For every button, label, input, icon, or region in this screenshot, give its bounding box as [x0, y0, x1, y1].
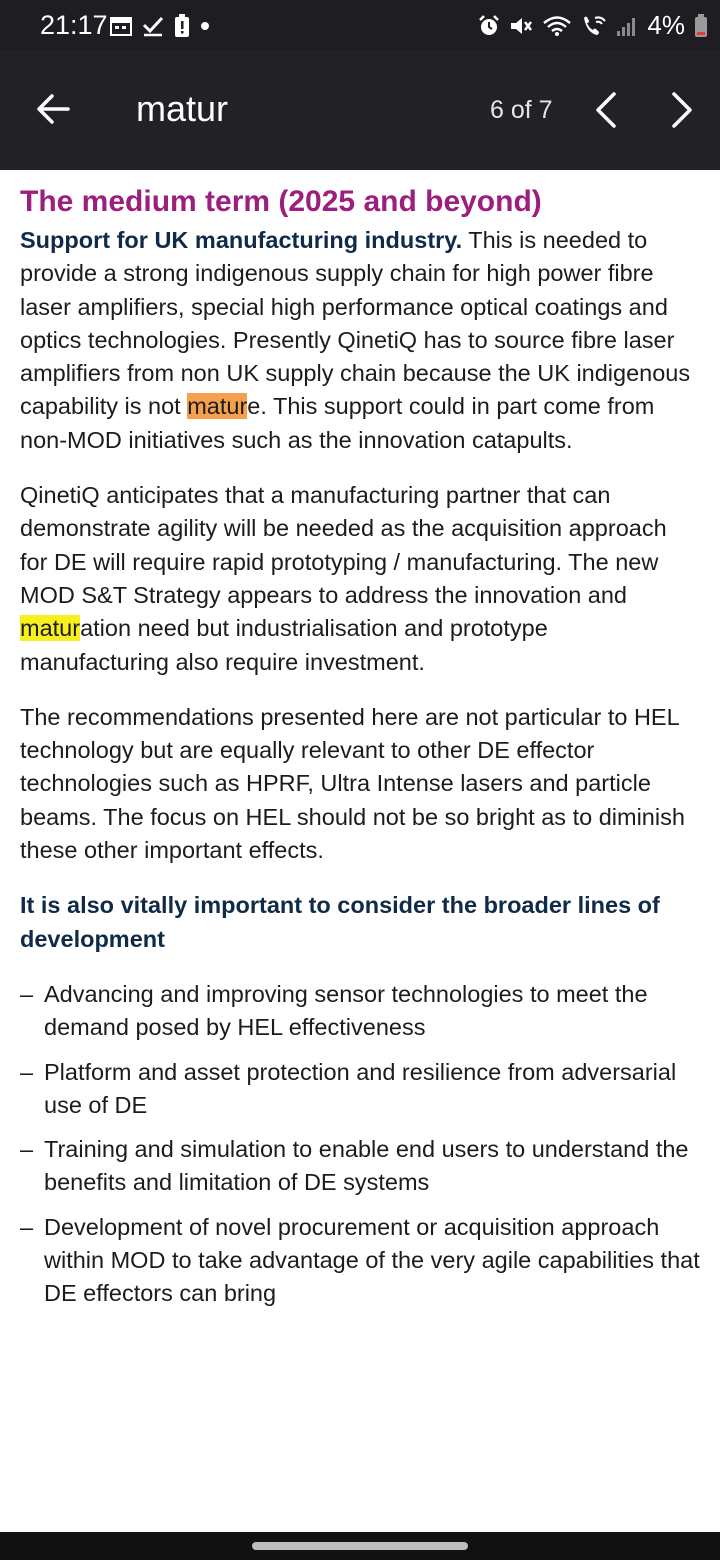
status-bar [0, 0, 720, 50]
chevron-right-icon[interactable] [664, 88, 700, 132]
search-match: matur [20, 615, 81, 642]
navigation-bar [0, 1532, 720, 1560]
section-heading: The medium term (2025 and beyond) [20, 185, 542, 218]
wifi-calling-icon [581, 14, 607, 38]
subheading: It is also vitally important to consider the broader lines of development [20, 892, 660, 952]
paragraph-1 [20, 224, 700, 457]
alarm-icon [478, 15, 500, 37]
list-item [20, 978, 700, 1045]
checkmark-icon [142, 15, 164, 37]
paragraph-lead: Support for UK manufacturing industry. [20, 227, 463, 253]
list-item-text: Advancing and improving sensor technologies to meet the demand posed by HEL effectiveness [44, 980, 648, 1041]
document-content [20, 180, 700, 1322]
list-item [20, 1133, 700, 1200]
paragraph-text: ation need but industrialisation and prototype manufacturing also require investment. [20, 615, 548, 675]
mute-icon [509, 15, 533, 37]
match-count: 6 of 7 [490, 96, 553, 124]
bullet-marker: – [20, 980, 34, 1007]
find-toolbar [0, 50, 720, 170]
signal-icon [616, 15, 638, 37]
list-item [20, 1056, 700, 1123]
chevron-left-icon[interactable] [588, 88, 624, 132]
list-item-text: Platform and asset protection and resilience from adversarial use of DE [44, 1058, 677, 1118]
list-item-text: Training and simulation to enable end users to understand the benefits and limitation of DE systems [44, 1136, 689, 1196]
list-item [20, 1211, 700, 1311]
paragraph-text: e. This support could in part come from non-MOD initiatives such as the innovation catapults. [20, 393, 655, 453]
bullet-marker: – [20, 1058, 34, 1085]
list-item-text: Development of novel procurement or acquisition approach within MOD to take advantage of the very agile capabilities that DE effectors can bring [44, 1213, 700, 1307]
alert-battery-icon [174, 14, 190, 38]
bullet-marker: – [20, 1213, 34, 1240]
bullet-marker: – [20, 1136, 34, 1163]
calendar-icon [110, 16, 132, 36]
search-input[interactable]: matur [136, 88, 229, 129]
status-time: 21:17 [40, 10, 108, 40]
wifi-icon [542, 15, 572, 37]
current-search-match: matur [187, 393, 248, 420]
battery-icon [694, 14, 708, 38]
paragraph-text: QinetiQ anticipates that a manufacturing partner that can demonstrate agility will be needed as the acquisition approach for DE will require rapid prototyping / manufacturing. The new MOD S&T Strategy appears to address the innovation and [20, 482, 667, 608]
paragraph-text: This is needed to provide a strong indigenous supply chain for high power fibre laser amplifiers, special high performance optical coatings and optics technologies. Presently QinetiQ has to source fibre laser amplifiers from non UK supply chain because the UK indigenous capability is not [20, 227, 691, 420]
dot-icon [200, 21, 210, 31]
back-arrow-icon[interactable] [30, 86, 76, 132]
home-gesture-handle[interactable] [252, 1542, 468, 1550]
paragraph-3: The recommendations presented here are not particular to HEL technology but are equally relevant to other DE effector technologies such as HPRF, Ultra Intense lasers and particle beams. The focus on HEL should not be so bright as to diminish these other important effects. [20, 703, 685, 864]
bullet-list [20, 978, 700, 1311]
paragraph-2 [20, 479, 700, 679]
battery-percent: 4% [647, 10, 685, 40]
